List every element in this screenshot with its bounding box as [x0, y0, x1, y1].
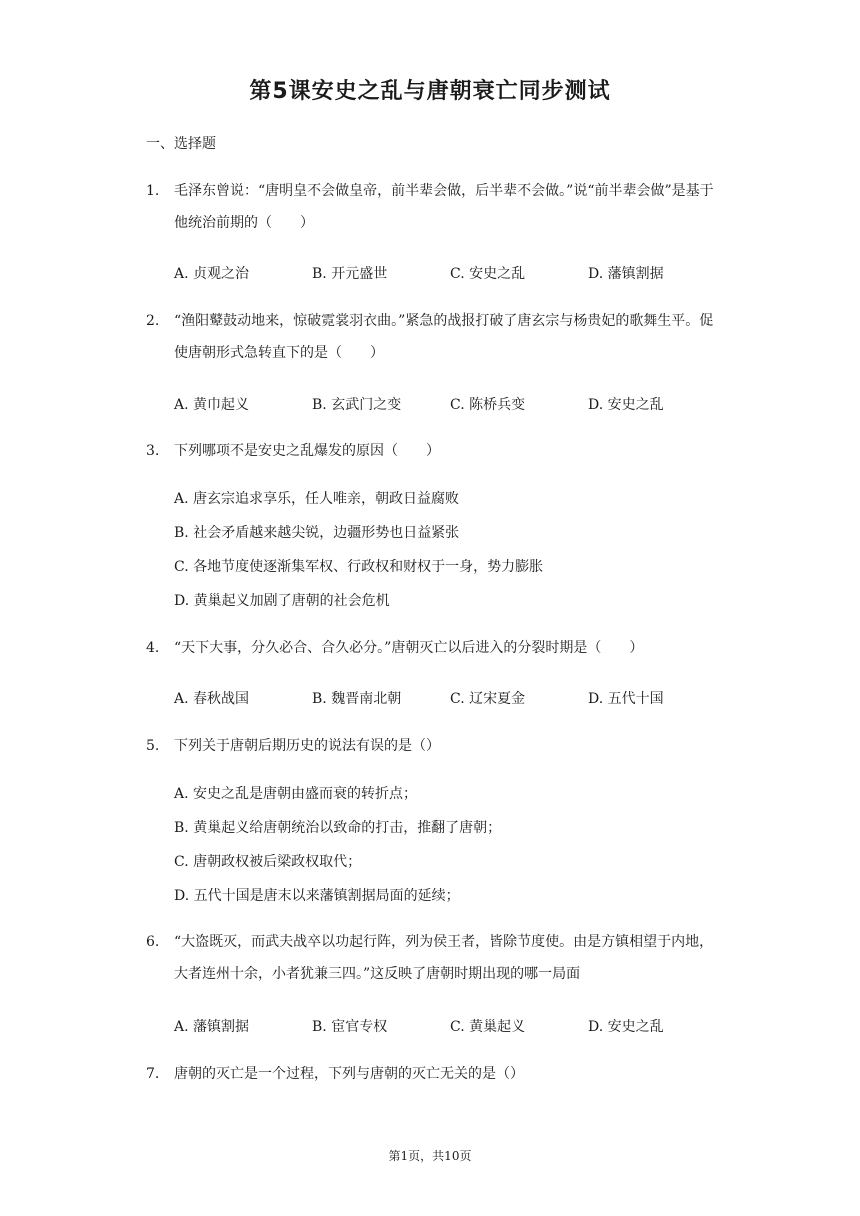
option-b: B. 玄武门之变 — [312, 397, 402, 413]
option-c: C. 唐朝政权被后梁政权取代； — [174, 854, 362, 870]
option-b: B. 黄巢起义给唐朝统治以致命的打击，推翻了唐朝； — [174, 820, 502, 836]
question-4-options — [174, 688, 726, 708]
option-a: A. 藩镇割据 — [174, 1019, 250, 1035]
question-text: 唐朝的灭亡是一个过程，下列与唐朝的灭亡无关的是（） — [174, 1066, 524, 1082]
question-5 — [146, 730, 726, 762]
question-number: 1. — [146, 183, 160, 199]
option-b: B. 开元盛世 — [312, 266, 388, 282]
option-d: D. 五代十国 — [588, 691, 664, 707]
option-d: D. 五代十国是唐末以来藩镇割据局面的延续； — [174, 888, 460, 904]
question-text: 下列关于唐朝后期历史的说法有误的是（） — [174, 738, 440, 754]
page-footer: 第1页，共10页 — [388, 1149, 472, 1163]
question-text: “渔阳鼙鼓动地来，惊破霓裳羽衣曲。”紧急的战报打破了唐玄宗与杨贵妃的歌舞生平。促使唐朝形式急转直下的是（ ） — [174, 313, 714, 361]
question-3 — [146, 435, 726, 467]
option-a: A. 安史之乱是唐朝由盛而衰的转折点； — [174, 786, 418, 802]
option-c: C. 各地节度使逐渐集军权、行政权和财权于一身，势力膨胀 — [174, 559, 544, 575]
question-number: 7. — [146, 1066, 160, 1082]
question-1 — [146, 175, 726, 239]
option-a: A. 唐玄宗追求享乐，任人唯亲，朝政日益腐败 — [174, 491, 460, 507]
question-text: “大盗既灭，而武夫战卒以功起行阵，列为侯王者，皆除节度使。由是方镇相望于内地，大者连州十余，小者犹兼三四。”这反映了唐朝时期出现的哪一局面 — [174, 934, 714, 982]
option-c: C. 陈桥兵变 — [450, 397, 526, 413]
question-5-options — [174, 784, 501, 920]
option-c: C. 辽宋夏金 — [450, 691, 526, 707]
option-c: C. 安史之乱 — [450, 266, 526, 282]
option-b: B. 魏晋南北朝 — [312, 691, 402, 707]
question-number: 2. — [146, 313, 160, 329]
page-title: 第5课安史之乱与唐朝衰亡同步测试 — [249, 79, 611, 104]
option-d: D. 安史之乱 — [588, 397, 664, 413]
question-6 — [146, 926, 726, 990]
option-d: D. 藩镇割据 — [588, 266, 664, 282]
question-number: 5. — [146, 738, 160, 754]
option-a: A. 贞观之治 — [174, 266, 250, 282]
question-number: 3. — [146, 443, 160, 459]
option-b: B. 宦官专权 — [312, 1019, 388, 1035]
question-text: “天下大事，分久必合、合久必分。”唐朝灭亡以后进入的分裂时期是（ ） — [174, 640, 644, 656]
option-a: A. 黄巾起义 — [174, 397, 250, 413]
question-4 — [146, 632, 726, 664]
question-6-options — [174, 1016, 726, 1036]
option-c: C. 黄巢起义 — [450, 1019, 526, 1035]
question-text: 下列哪项不是安史之乱爆发的原因（ ） — [174, 443, 440, 459]
question-3-options — [174, 489, 543, 625]
question-7 — [146, 1058, 726, 1090]
question-2-options — [174, 394, 726, 414]
option-d: D. 安史之乱 — [588, 1019, 664, 1035]
question-number: 4. — [146, 640, 160, 656]
option-a: A. 春秋战国 — [174, 691, 250, 707]
option-b: B. 社会矛盾越来越尖锐，边疆形势也日益紧张 — [174, 525, 460, 541]
section-title: 一、选择题 — [146, 136, 216, 152]
question-number: 6. — [146, 934, 160, 950]
question-2 — [146, 305, 726, 369]
question-text: 毛泽东曾说：“唐明皇不会做皇帝，前半辈会做，后半辈不会做。”说“前半辈会做”是基于他统治前期的（ ） — [174, 183, 714, 231]
option-d: D. 黄巢起义加剧了唐朝的社会危机 — [174, 593, 390, 609]
question-1-options — [174, 263, 726, 283]
